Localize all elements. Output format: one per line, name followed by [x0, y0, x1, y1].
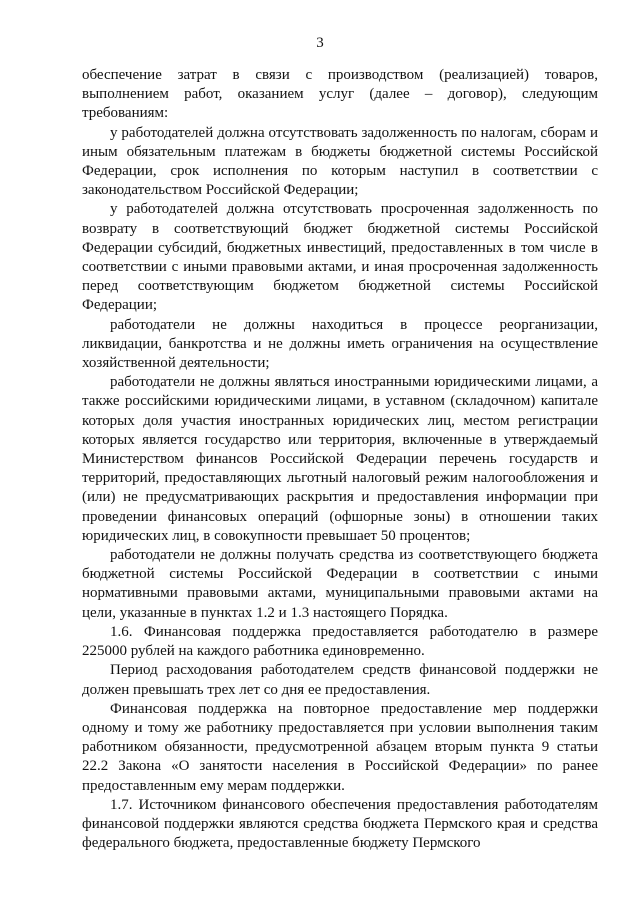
paragraph-clause-1-7: 1.7. Источником финансового обеспечения предоставления работодателям финансовой поддержки являются средства бюджета Пермского края и средства федерального бюджета, предоставленные бюджету Пермского [82, 796, 598, 852]
paragraph-clause-1-6: 1.6. Финансовая поддержка предоставляется работодателю в размере 225000 рублей на каждого работника единовременно. [82, 623, 598, 660]
paragraph-spending-period: Период расходования работодателем средств финансовой поддержки не должен превышать трех лет со дня ее предоставления. [82, 662, 598, 698]
paragraph-overdue-debt: у работодателей должна отсутствовать просроченная задолженность по возврату в соответствующий бюджет бюджетной системы Российской Федерации субсидий, бюджетных инвестиций, предоставленных в том числе в соответствии с иными правовыми актами, и иная просроченная задолженность перед соответствующим бюджетом бюджетной системы Российской Федерации; [82, 201, 598, 314]
paragraph-continuation: обеспечение затрат в связи с производством (реализацией) товаров, выполнением работ, оказанием услуг (далее – договор), следующим требованиям: [82, 67, 598, 122]
paragraph-repeat-support: Финансовая поддержка на повторное предоставление мер поддержки одному и тому же работнику предоставляется при условии выполнения таким работником обязанности, предусмотренной абзацем вторым пункта 9 статьи 22.2 Закона «О занятости населения в Российской Федерации» по ранее предоставленным ему мерам поддержки. [82, 700, 598, 794]
paragraph-other-funds: работодатели не должны получать средства из соответствующего бюджета бюджетной системы Российской Федерации в соответствии с иными нормативными правовыми актами, муниципальными правовыми актами на цели, указанные в пунктах 1.2 и 1.3 настоящего Порядка. [82, 547, 598, 621]
page-number: 3 [316, 35, 324, 51]
paragraph-tax-debt: у работодателей должна отсутствовать задолженность по налогам, сборам и иным обязательным платежам в бюджеты бюджетной системы Российской Федерации, срок исполнения по которым наступил в соответствии с законодательством Российской Федерации; [82, 124, 598, 199]
document-body [82, 66, 598, 853]
paragraph-reorganization: работодатели не должны находиться в процессе реорганизации, ликвидации, банкротства и не должны иметь ограничения на осуществление хозяйственной деятельности; [82, 316, 598, 372]
paragraph-foreign-entities: работодатели не должны являться иностранными юридическими лицами, а также российскими юридическими лицами, в уставном (складочном) капитале которых доля участия иностранных юридических лиц, местом регистрации которых является государство или территория, включенные в утверждаемый Министерством финансов Российской Федерации перечень государств и территорий, предоставляющих льготный налоговый режим налогообложения и (или) не предусматривающих раскрытия и предоставления информации при проведении финансовых операций (офшорные зоны) в отношении таких юридических лиц, в совокупности превышает 50 процентов; [82, 374, 598, 544]
